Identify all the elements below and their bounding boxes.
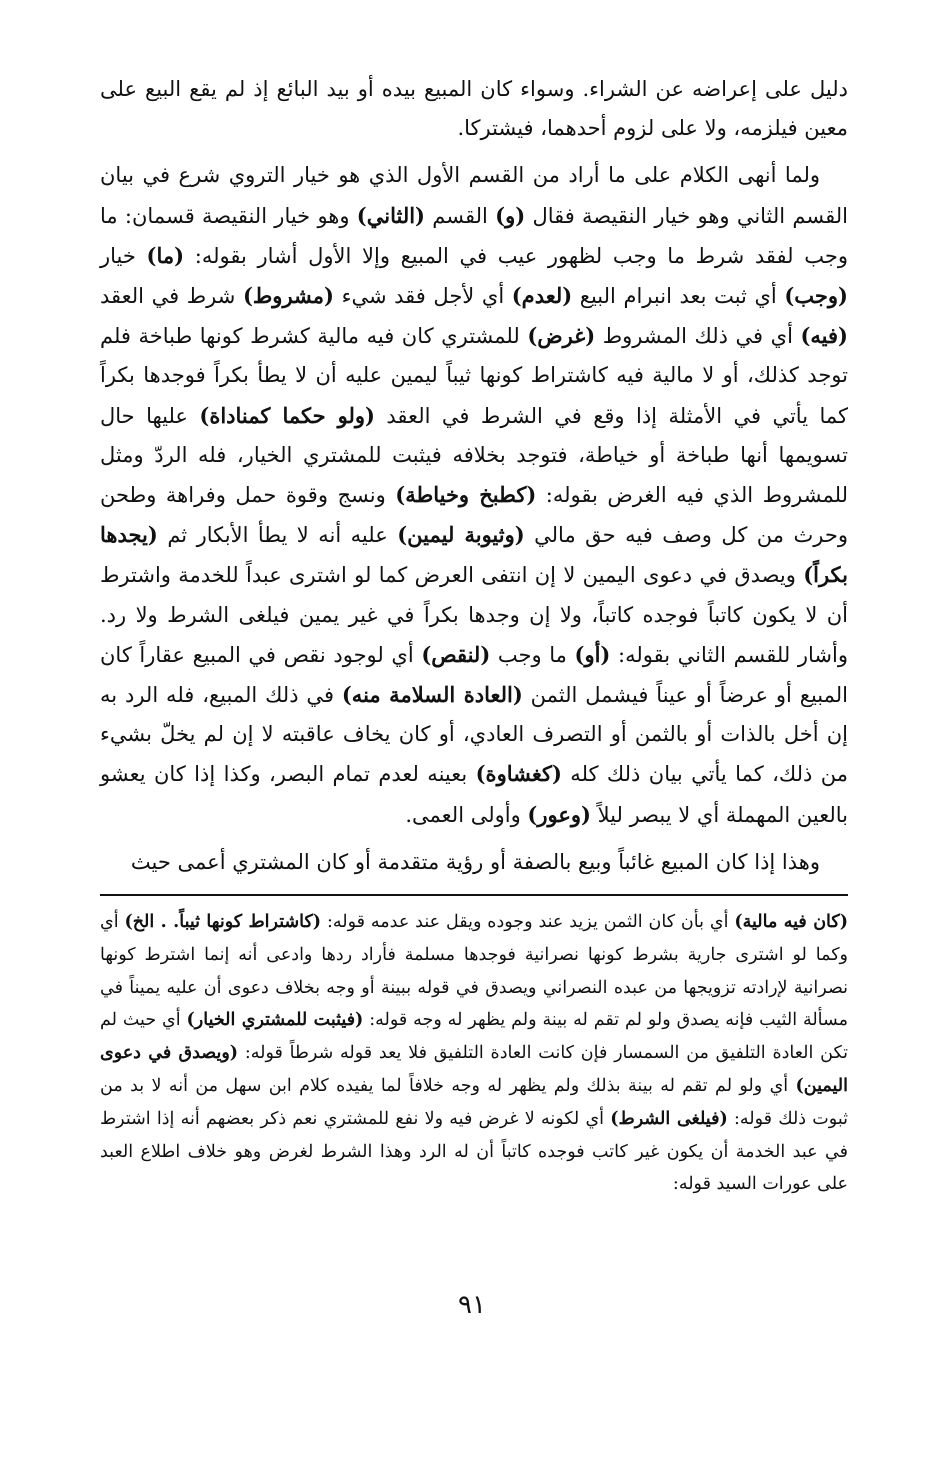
bold-phrase: (لعدم) [511,283,573,309]
bold-phrase: (العادة السلامة منه) [341,682,523,708]
bold-phrase: (فيلغى الشرط) [610,1108,728,1129]
page-number: ٩١ [458,1290,486,1320]
bold-phrase: (مشروط) [242,283,334,309]
text-run: شرط في العقد [100,284,243,309]
footnote-text [100,906,848,1201]
page [100,70,848,1201]
bold-phrase: (كاشتراط كونها ثيباً. . الخ) [124,912,322,933]
text-run: أي لأجل فقد شيء [333,284,512,309]
text-run: عليها حال تسويمها أنها طباخة أو خياطة، فتوجد بخلافه فيثبت للمشتري الخيار، فله الردّ ومثل للمشروط الذي فيه الغرض بقوله: [100,403,848,508]
text-run: أي ثبت بعد انبرام البيع [572,284,785,309]
text-run: أي حيث لم تكن العادة التلفيق من السمسار فإن كانت العادة التلفيق فلا يعد قوله شرطاً قوله: [100,1010,849,1064]
bold-phrase: (لنقص) [421,641,491,667]
text-run: أي ولو لم تقم له بينة بذلك ولم يظهر له وجه خلافاً لما يفيده كلام ابن سهل من أنه لا بد من ثبوت ذلك قوله: [100,1076,848,1129]
bold-phrase: (وجب) [784,283,848,309]
bold-phrase: (ما) [146,242,185,268]
bold-phrase: (كغشاوة) [475,761,562,787]
text-run: في ذلك المبيع، فله الرد به إن أخل بالذات أو بالثمن أو التصرف العادي، أو كان يخاف عاقبته لا إن لم يخلّ بشيء من ذلك، كما يأتي بيان ذلك كله [100,683,848,787]
footnote-divider [100,894,848,896]
bold-phrase: (وثيوبة ليمين) [397,522,525,548]
text-run: عليه أنه لا يطأ الأبكار ثم [157,523,398,548]
bold-phrase: (ويصدق في دعوى اليمين) [100,1043,848,1097]
text-run: أي في ذلك المشروط [595,324,801,349]
text-run: ولما أنهى الكلام على ما أراد من القسم الأول الذي هو خيار التروي شرع في بيان القسم الثاني وهو خيار النقيصة فقال [100,163,848,228]
text-run: وهو خيار النقيصة قسمان: ما وجب لفقد شرط ما وجب لظهور عيب في المبيع وإلا الأول أشار بقوله: [100,203,848,268]
paragraph-1: دليل على إعراضه عن الشراء. وسواء كان المبيع بيده أو بيد البائع إذ لم يقع البيع على معين فيلزمه، ولا على لزوم أحدهما، فيشتركا. [100,77,848,141]
text-run: وأولى العمى. [405,802,528,827]
text-run: ويصدق في دعوى اليمين لا إن انتفى العرض كما لو اشترى عبداً للخدمة واشترط أن لا يكون كاتباً فوجده كاتباً، ولا إن وجدها بكراً في غير يمين فيلغى الشرط ولا رد. وأشار للقسم الثاني بقوله: [100,563,848,667]
text-run: ونسج وقوة حمل وفراهة وطحن وحرث من كل وصف فيه حق مالي [100,483,848,548]
bold-phrase: (و) [495,202,526,228]
bold-phrase: (فيه) [800,323,848,349]
bold-phrase: (غرض) [527,323,596,349]
bold-phrase: (الثاني) [356,202,425,228]
paragraph-2 [100,156,848,834]
text-run: أي لوجود نقص في المبيع عقاراً كان المبيع أو عرضاً أو عيناً فيشمل الثمن [100,642,848,708]
text-run: أي وكما لو اشترى جارية بشرط كونها نصرانية فوجدها مسلمة فأراد ردها وادعى أنه إنما اشترط كونها نصرانية لإرادته تزويجها من عبده النصراني ويصدق في قوله ببينة أو وجه بخلاف دعوى أن عليه يميناً في مسألة الثيب فإنه يصدق ولو لم تقم له بينة ولم يظهر له وجه قوله: [100,912,848,1031]
text-run: بعينه لعدم تمام البصر، وكذا إذا كان يعشو بالعين المهملة أي لا يبصر ليلاً [100,762,848,827]
footnote [100,906,848,1201]
text-run: ما وجب [490,642,575,667]
text-run: أي بأن كان الثمن يزيد عند وجوده ويقل عند عدمه قوله: [321,912,735,933]
bold-phrase: (فيثبت للمشتري الخيار) [186,1010,364,1031]
paragraph-3: وهذا إذا كان المبيع غائباً وبيع بالصفة أو رؤية متقدمة أو كان المشتري أعمى حيث [130,849,820,874]
main-text [100,70,848,882]
text-run: خيار [100,243,147,268]
bold-phrase: (كان فيه مالية) [734,912,848,933]
bold-phrase: (كطبخ وخياطة) [395,482,537,508]
text-run: القسم [425,203,496,228]
bold-phrase: (وعور) [527,801,591,827]
text-run: للمشتري كان فيه مالية كشرط كونها طباخة فلم توجد كذلك، أو لا مالية فيه كاشتراط كونها ثيباً ليمين عليه أن لا يطأ بكراً فوجدها بكراً كما يأتي في الأمثلة إذا وقع في الشرط في العقد [100,324,849,428]
bold-phrase: (ولو حكما كمناداة) [199,402,375,428]
bold-phrase: (يجدها بكراً) [100,522,848,588]
bold-phrase: (أو) [574,641,611,667]
text-run: أي لكونه لا غرض فيه ولا نفع للمشتري نعم ذكر بعضهم أنه إذا اشترط في عبد الخدمة أن يكون غير كاتب فوجده كاتباً أن له الرد وهذا الشرط لغرض وهو خلاف اطلاع العبد على عورات السيد قوله: [100,1108,848,1195]
